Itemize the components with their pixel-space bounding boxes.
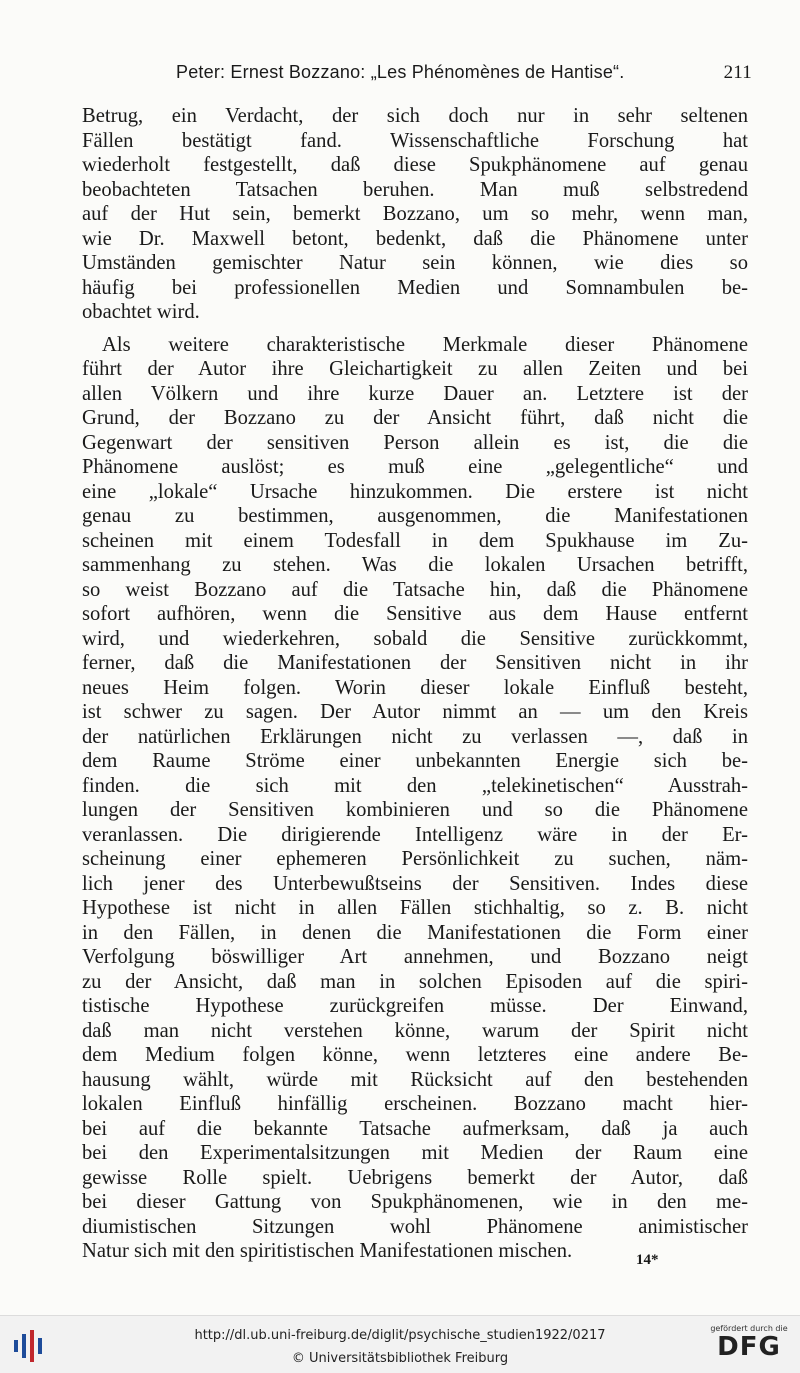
text-line: tistische Hypothese zurückgreifen müsse. Der Einwand, (82, 995, 748, 1017)
text-line: lungen der Sensitiven kombinieren und so die Phänomene (82, 799, 748, 821)
text-line: eine „lokale“ Ursache hinzukommen. Die erstere ist nicht (82, 480, 748, 503)
text-line: häufig bei professionellen Medien und Somnambulen be- (82, 276, 748, 299)
text-line: finden. die sich mit den „telekinetischen“ Ausstrah- (82, 774, 748, 797)
text-line: neues Heim folgen. Worin dieser lokale Einfluß besteht, (82, 676, 748, 699)
text-line: wie Dr. Maxwell betont, bedenkt, daß die Phänomene unter (82, 227, 748, 250)
dfg-tagline: gefördert durch die (710, 1324, 788, 1333)
text-line: lokalen Einfluß hinfällig erscheinen. Bozzano macht hier- (82, 1093, 748, 1115)
text-line: veranlassen. Die dirigierende Intelligenz wäre in der Er- (82, 823, 748, 846)
text-line: ist schwer zu sagen. Der Autor nimmt an — um den Kreis (82, 701, 748, 723)
text-line: Phänomene auslöst; es muß eine „gelegentliche“ und (82, 456, 748, 478)
text-line: sammenhang zu stehen. Was die lokalen Ursachen betrifft, (82, 554, 748, 576)
text-line: allen Völkern und ihre kurze Dauer an. Letztere ist der (82, 382, 748, 405)
running-title: Peter: Ernest Bozzano: „Les Phénomènes de Hantise“. (176, 62, 625, 82)
dfg-logo (706, 1324, 792, 1361)
running-header (176, 62, 752, 84)
text-line: Fällen bestätigt fand. Wissenschaftliche Forschung hat (82, 129, 748, 152)
text-line: beobachteten Tatsachen beruhen. Man muß selbstredend (82, 178, 748, 201)
text-line: wiederholt festgestellt, daß diese Spukphänomene auf genau (82, 154, 748, 176)
text-line: in den Fällen, in denen die Manifestationen die Form einer (82, 921, 748, 944)
text-line: bei auf die bekannte Tatsache aufmerksam, daß ja auch (82, 1117, 748, 1140)
text-line: dem Raume Ströme einer unbekannten Energie sich be- (82, 750, 748, 772)
text-line: obachtet wird. (82, 301, 200, 323)
text-line: dem Medium folgen könne, wenn letzteres eine andere Be- (82, 1044, 748, 1066)
text-line: scheinung einer ephemeren Persönlichkeit zu suchen, näm- (82, 848, 748, 870)
text-line: Natur sich mit den spiritistischen Manifestationen mischen. (82, 1240, 573, 1262)
text-line: gewisse Rolle spielt. Uebrigens bemerkt der Autor, daß (82, 1166, 748, 1189)
text-line: lich jener des Unterbewußtseins der Sensitiven. Indes diese (82, 872, 748, 895)
text-line: Verfolgung böswilliger Art annehmen, und Bozzano neigt (82, 946, 748, 968)
text-line: Gegenwart der sensitiven Person allein es ist, die die (82, 431, 748, 454)
text-line: hausung wählt, würde mit Rücksicht auf den bestehenden (82, 1068, 748, 1091)
permalink-url[interactable]: http://dl.ub.uni-freiburg.de/diglit/psychische_studien1922/0217 (194, 1328, 606, 1343)
text-line: ferner, daß die Manifestationen der Sensitiven nicht in ihr (82, 652, 748, 674)
text-line: sofort aufhören, wenn die Sensitive aus dem Hause entfernt (82, 603, 748, 625)
paragraph-2 (82, 333, 748, 1264)
text-line: genau zu bestimmen, ausgenommen, die Manifestationen (82, 505, 748, 527)
copyright-notice: © Universitätsbibliothek Freiburg (291, 1351, 509, 1366)
page-number: 211 (723, 62, 752, 83)
body-text (82, 104, 748, 1264)
paragraph-1 (82, 104, 748, 325)
text-line: Als weitere charakteristische Merkmale dieser Phänomene (102, 333, 748, 356)
text-line: auf der Hut sein, bemerkt Bozzano, um so mehr, wenn man, (82, 203, 748, 225)
text-line: führt der Autor ihre Gleichartigkeit zu allen Zeiten und bei (82, 358, 748, 380)
viewer-footer (0, 1315, 800, 1373)
text-line: so weist Bozzano auf die Tatsache hin, daß die Phänomene (82, 578, 748, 601)
text-line: bei den Experimentalsitzungen mit Medien der Raum eine (82, 1142, 748, 1164)
text-line: wird, und wiederkehren, sobald die Sensitive zurückkommt, (82, 627, 748, 650)
text-line: der natürlichen Erklärungen nicht zu verlassen —, daß in (82, 725, 748, 748)
text-line: zu der Ansicht, daß man in solchen Episoden auf die spiri- (82, 970, 748, 993)
text-line: diumistischen Sitzungen wohl Phänomene animistischer (82, 1215, 748, 1238)
text-line: scheinen mit einem Todesfall in dem Spukhause im Zu- (82, 529, 748, 552)
text-line: bei dieser Gattung von Spukphänomenen, wie in den me- (82, 1191, 748, 1213)
text-line: daß man nicht verstehen könne, warum der Spirit nicht (82, 1019, 748, 1042)
text-line: Grund, der Bozzano zu der Ansicht führt, daß nicht die (82, 407, 748, 429)
text-line: Hypothese ist nicht in allen Fällen stichhaltig, so z. B. nicht (82, 897, 748, 919)
text-line: Betrug, ein Verdacht, der sich doch nur in sehr seltenen (82, 105, 748, 127)
signature-mark: 14* (636, 1252, 659, 1268)
dfg-wordmark: DFG (717, 1332, 781, 1362)
text-line: Umständen gemischter Natur sein können, wie dies so (82, 252, 748, 274)
